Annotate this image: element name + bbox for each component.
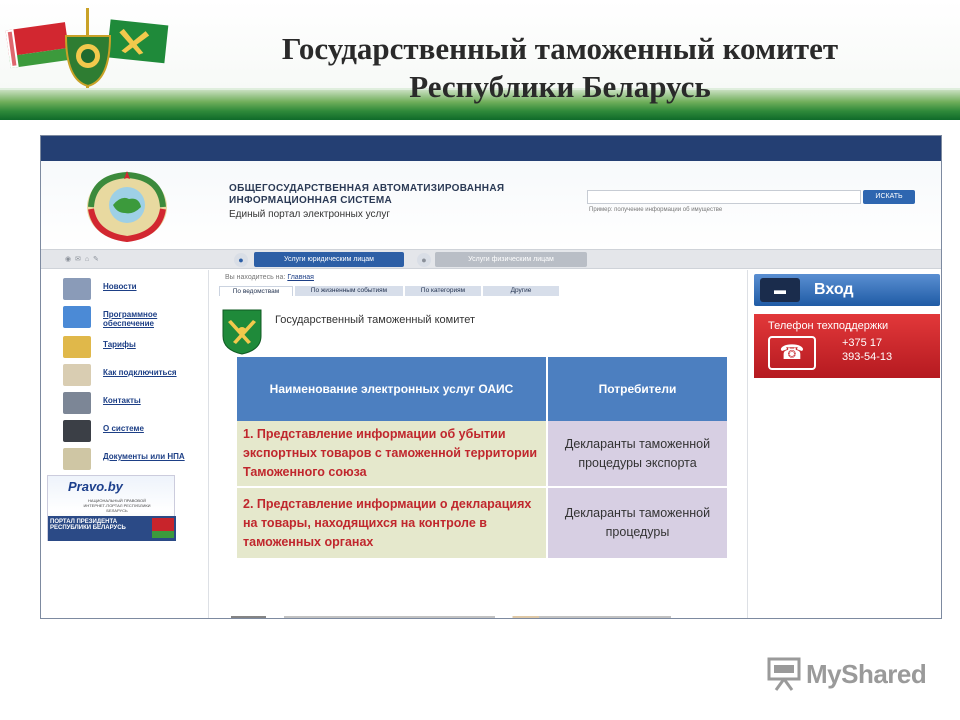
myshared-watermark bbox=[766, 655, 936, 695]
support-phone-line2: 393-54-13 bbox=[842, 351, 893, 363]
documents-icon bbox=[63, 448, 91, 470]
sidebar-item-tariffs[interactable] bbox=[63, 336, 203, 360]
sidebar-item-label: Документы или НПА bbox=[103, 452, 185, 461]
consumers-cell: Декларанты таможенной процедуры bbox=[547, 487, 728, 559]
sidebar-item-contacts[interactable] bbox=[63, 392, 203, 416]
consumers-cell: Декларанты таможенной процедуры экспорта bbox=[547, 421, 728, 487]
system-name bbox=[229, 183, 504, 207]
main-content bbox=[211, 270, 745, 619]
slide-title-line2: Республики Беларусь bbox=[409, 69, 711, 104]
individual-user-icon: ● bbox=[417, 253, 431, 267]
portal-header bbox=[41, 161, 941, 249]
connect-icon bbox=[63, 364, 91, 386]
sidebar-item-label: Контакты bbox=[103, 396, 141, 405]
search-button[interactable]: ИСКАТЬ bbox=[863, 190, 915, 204]
sidebar-item-label: Новости bbox=[103, 282, 137, 291]
system-name-line2: ИНФОРМАЦИОННАЯ СИСТЕМА bbox=[229, 195, 393, 206]
right-panel bbox=[747, 270, 942, 619]
system-icon bbox=[63, 420, 91, 442]
nav-utility-icons[interactable]: ◉ ✉ ⌂ ✎ bbox=[65, 256, 100, 263]
service-cell[interactable]: 2. Представление информации о декларациях на товары, находящихся на контроле в таможенных органах bbox=[237, 487, 547, 559]
tab-by-categories[interactable]: По категориям bbox=[405, 286, 481, 296]
organization-name: Государственный таможенный комитет bbox=[275, 314, 476, 326]
portal-nav bbox=[41, 249, 941, 269]
sidebar-item-label: Программное обеспечение bbox=[103, 310, 158, 328]
tab-legal-entities[interactable]: Услуги юридическим лицам bbox=[254, 252, 404, 267]
slide-header bbox=[0, 0, 960, 120]
contacts-icon bbox=[63, 392, 91, 414]
president-portal-label: ПОРТАЛ ПРЕЗИДЕНТА РЕСПУБЛИКИ БЕЛАРУСЬ bbox=[50, 519, 126, 531]
tab-by-life-events[interactable]: По жизненным событиям bbox=[295, 286, 403, 296]
tariffs-icon bbox=[63, 336, 91, 358]
sidebar-item-software[interactable] bbox=[63, 306, 203, 330]
service-cell[interactable]: 1. Представление информации об убытии экспортных товаров с таможенной территории Таможенного союза bbox=[237, 421, 547, 487]
search-example: Пример: получение информации об имуществе bbox=[589, 207, 723, 213]
phone-icon: ☎ bbox=[768, 336, 816, 370]
slide-title-line1: Государственный таможенный комитет bbox=[281, 31, 839, 66]
slide-title bbox=[180, 30, 940, 106]
table-header-row bbox=[237, 357, 728, 421]
breadcrumb-prefix: Вы находитесь на: bbox=[225, 274, 286, 281]
state-emblem-icon bbox=[81, 169, 173, 243]
table-row[interactable] bbox=[237, 487, 728, 559]
pravo-subtitle: НАЦИОНАЛЬНЫЙ ПРАВОВОЙ ИНТЕРНЕТ-ПОРТАЛ РЕСПУБЛИКИ БЕЛАРУСЬ bbox=[83, 498, 151, 513]
login-button[interactable] bbox=[754, 274, 940, 306]
sidebar-item-label: Как подключиться bbox=[103, 368, 177, 377]
breadcrumb-home-link[interactable]: Главная bbox=[287, 274, 314, 281]
pravo-logo: Pravo.by bbox=[68, 479, 123, 494]
portal-topbar bbox=[41, 136, 941, 161]
sidebar bbox=[41, 270, 209, 619]
pravo-banner[interactable] bbox=[47, 475, 175, 541]
portal-name: Единый портал электронных услуг bbox=[229, 209, 390, 220]
president-portal-band bbox=[48, 516, 176, 541]
breadcrumb bbox=[225, 274, 314, 281]
sidebar-item-label: О системе bbox=[103, 424, 144, 433]
briefcase-icon: ▬ bbox=[760, 278, 800, 302]
tab-individuals[interactable]: Услуги физическим лицам bbox=[435, 252, 587, 267]
legal-user-icon: ● bbox=[234, 253, 248, 267]
software-icon bbox=[63, 306, 91, 328]
search-input[interactable] bbox=[587, 190, 861, 204]
sidebar-item-documents[interactable] bbox=[63, 448, 203, 472]
support-phone bbox=[842, 336, 892, 364]
presentation-board-icon bbox=[766, 657, 802, 691]
support-banner bbox=[754, 314, 940, 378]
cropped-footer-strip bbox=[231, 616, 671, 619]
sidebar-item-about[interactable] bbox=[63, 420, 203, 444]
support-title: Телефон техподдержки bbox=[768, 320, 889, 332]
tab-other[interactable]: Другие bbox=[483, 286, 559, 296]
sidebar-item-connect[interactable] bbox=[63, 364, 203, 388]
news-icon bbox=[63, 278, 91, 300]
portal-window bbox=[40, 135, 942, 619]
table-row[interactable] bbox=[237, 421, 728, 487]
customs-emblem-icon bbox=[219, 306, 265, 356]
flag-icon bbox=[152, 518, 174, 538]
support-phone-line1: +375 17 bbox=[842, 337, 883, 349]
column-header-consumers: Потребители bbox=[547, 357, 728, 421]
sidebar-item-label: Тарифы bbox=[103, 340, 136, 349]
login-label: Вход bbox=[814, 281, 854, 298]
services-table bbox=[237, 357, 729, 560]
column-header-services: Наименование электронных услуг ОАИС bbox=[237, 357, 547, 421]
flags-emblem-icon bbox=[4, 6, 174, 90]
system-name-line1: ОБЩЕГОСУДАРСТВЕННАЯ АВТОМАТИЗИРОВАННАЯ bbox=[229, 183, 505, 194]
watermark-text: MyShared bbox=[806, 659, 927, 689]
sidebar-item-news[interactable] bbox=[63, 278, 203, 302]
tab-by-department[interactable]: По ведомствам bbox=[219, 286, 293, 296]
